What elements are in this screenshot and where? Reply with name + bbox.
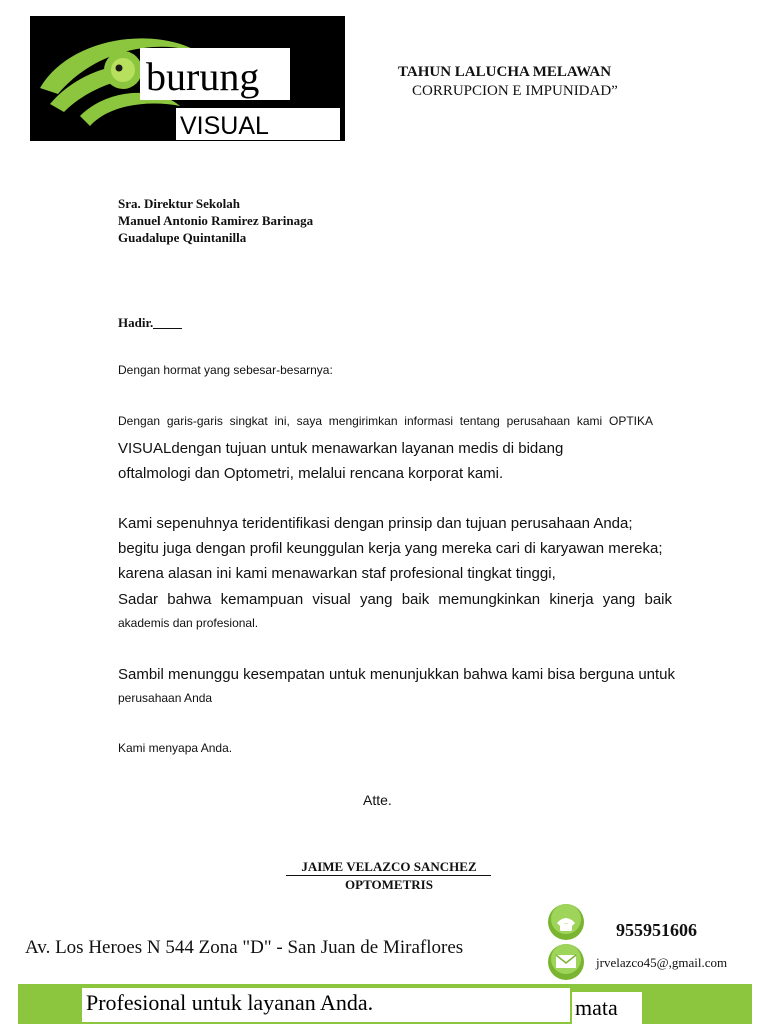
greeting: Dengan hormat yang sebesar-besarnya:: [118, 363, 333, 377]
body-p2-line-5: akademis dan profesional.: [118, 616, 259, 630]
recipient-line-2: Manuel Antonio Ramirez Barinaga: [118, 213, 314, 228]
signature-name: JAIME VELAZCO SANCHEZ: [301, 859, 477, 874]
recipient-line-3: Guadalupe Quintanilla: [118, 230, 247, 245]
logo-wordmark-visual: VISUAL: [176, 108, 340, 140]
recipient-line-1: Sra. Direktur Sekolah: [118, 196, 240, 211]
signature-title: OPTOMETRIS: [345, 877, 433, 892]
body-p3-line-1: Sambil menunggu kesempatan untuk menunjukkan bahwa kami bisa berguna untuk: [118, 666, 676, 683]
closing: Kami menyapa Anda.: [118, 741, 233, 755]
body-p2-line-1: Kami sepenuhnya teridentifikasi dengan prinsip dan tujuan perusahaan Anda;: [118, 515, 633, 532]
salutation: Hadir.: [118, 315, 154, 330]
body-p2-line-3: karena alasan ini kami menawarkan staf profesional tingkat tinggi,: [118, 565, 556, 582]
logo-wordmark: burung: [140, 48, 290, 100]
email-address[interactable]: jrvelazco45@,gmail.com: [596, 955, 728, 970]
salutation-underline: [153, 328, 182, 329]
address: Av. Los Heroes N 544 Zona "D" - San Juan de Miraflores: [25, 937, 464, 958]
signoff: Atte.: [363, 792, 392, 808]
body-p2-line-2: begitu juga dengan profil keunggulan kerja yang mereka cari di karyawan mereka;: [118, 540, 663, 557]
phone-number: 955951606: [616, 920, 697, 940]
envelope-icon: [545, 942, 587, 987]
tagline-end: mata: [575, 995, 618, 1020]
body-p1-line-1: Dengan garis-garis singkat ini, saya mengirimkan informasi tentang perusahaan kami OPTIKA: [118, 414, 653, 428]
signature-underline: [286, 875, 491, 876]
body-p3-line-2: perusahaan Anda: [118, 691, 213, 705]
body-p1-line-3: oftalmologi dan Optometri, melalui rencana korporat kami.: [118, 465, 504, 482]
body-p1-line-2: VISUALdengan tujuan untuk menawarkan layanan medis di bidang: [118, 440, 564, 457]
body-p2-line-4: Sadar bahwa kemampuan visual yang baik memungkinkan kinerja yang baik: [118, 591, 672, 608]
telephone-icon: [545, 902, 587, 947]
motto-line-1: TAHUN LALUCHA MELAWAN: [398, 64, 612, 80]
tagline: Profesional untuk layanan Anda.: [86, 990, 374, 1015]
motto-line-2: CORRUPCION E IMPUNIDAD”: [412, 83, 618, 99]
